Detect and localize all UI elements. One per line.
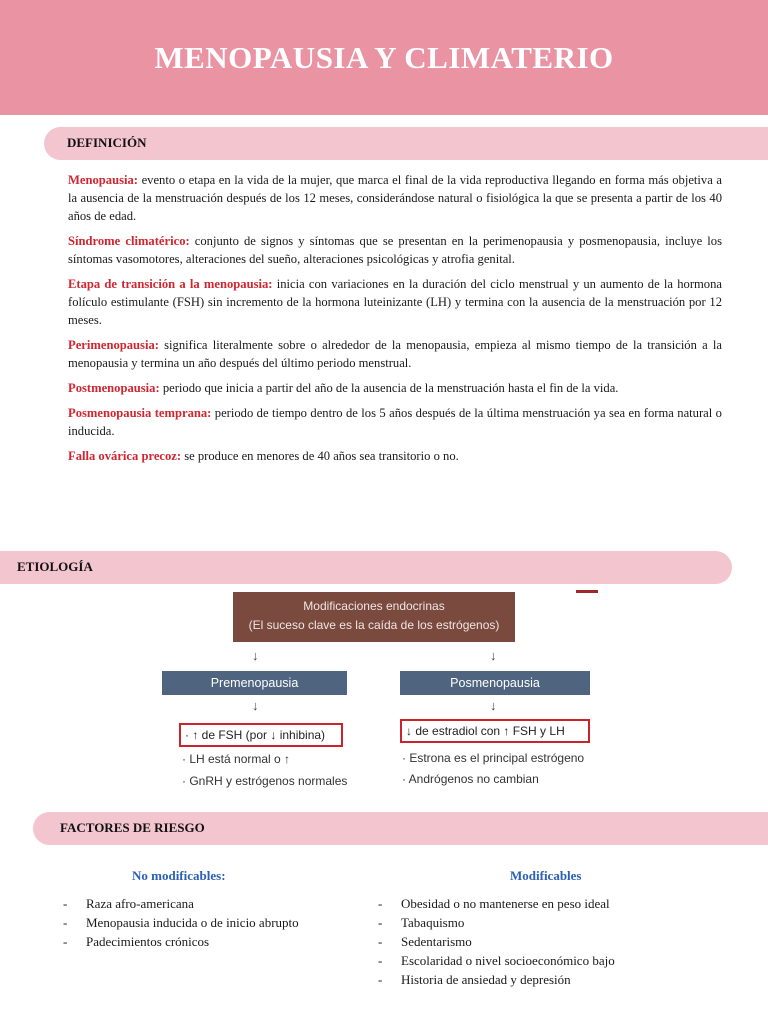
diagram-top-box: [233, 592, 515, 642]
definition-item: [68, 379, 722, 397]
list-item: - Sedentarismo: [378, 932, 615, 951]
diagram-phase-posmenopausia: Posmenopausia: [400, 671, 590, 695]
definition-text: significa literalmente sobre o alrededor de la menopausia, empieza al mismo tiempo de la transición a la menopausia y termina un año después del último periodo menstrual.: [68, 338, 722, 370]
definition-term: Posmenopausia temprana:: [68, 406, 212, 420]
section-band-definicion: [44, 127, 768, 160]
risk-non-modifiable-title: No modificables:: [132, 868, 226, 883]
definition-term: Menopausia:: [68, 173, 138, 187]
risk-modifiable-title: Modificables: [510, 868, 582, 883]
definition-term: Etapa de transición a la menopausia:: [68, 277, 273, 291]
diagram-highlight-right: ↓ de estradiol con ↑ FSH y LH: [400, 719, 590, 743]
header-banner: [0, 0, 768, 115]
definitions-block: [68, 171, 722, 472]
list-item: - Tabaquismo: [378, 913, 615, 932]
section-title-etiologia: ETIOLOGÍA: [17, 559, 93, 574]
definition-text: periodo que inicia a partir del año de la ausencia de la menstruación hasta el fin de la vida.: [159, 381, 619, 395]
arrow-down-icon: ↓: [252, 698, 259, 713]
list-item: - Obesidad o no mantenerse en peso ideal: [378, 894, 615, 913]
diagram-top-line1: Modificaciones endocrinas: [303, 599, 445, 613]
section-title-factores: FACTORES DE RIESGO: [60, 820, 205, 835]
list-item: - Escolaridad o nivel socioeconómico bajo: [378, 951, 615, 970]
list-item: - Menopausia inducida o de inicio abrupto: [63, 913, 299, 932]
definition-text: inicia con variaciones en la duración del ciclo menstrual y un aumento de la hormona folículo estimulante (FSH) sin incremento de la hormona luteinizante (LH) y termina con la ausencia de la menstruación por 12 meses.: [68, 277, 722, 327]
risk-modifiable-list: [378, 894, 615, 989]
definition-item: [68, 275, 722, 329]
list-item: - Raza afro-americana: [63, 894, 299, 913]
etiology-diagram: [155, 586, 600, 792]
definition-item: [68, 336, 722, 372]
definition-item: [68, 447, 722, 465]
diagram-highlight-left: · ↑ de FSH (por ↓ inhibina): [179, 723, 343, 747]
arrow-down-icon: ↓: [490, 698, 497, 713]
diagram-top-line2: (El suceso clave es la caída de los estrógenos): [248, 618, 500, 632]
definition-term: Síndrome climatérico:: [68, 234, 190, 248]
definition-item: [68, 404, 722, 440]
diagram-phase-premenopausia: Premenopausia: [162, 671, 347, 695]
page-title: MENOPAUSIA Y CLIMATERIO: [154, 40, 614, 75]
section-band-factores: [33, 812, 768, 845]
diagram-left-item: · LH está normal o ↑: [182, 752, 291, 766]
section-title-definicion: DEFINICIÓN: [67, 135, 147, 150]
definition-text: evento o etapa en la vida de la mujer, que marca el final de la vida reproductiva llegando en forma más objetiva a la ausencia de la menstruación después de los 12 meses, considerándose natural o fisiológica la que se presenta a partir de los 40 años de edad.: [68, 173, 722, 223]
list-item: - Padecimientos crónicos: [63, 932, 299, 951]
definition-term: Falla ovárica precoz:: [68, 449, 182, 463]
definition-term: Perimenopausia:: [68, 338, 159, 352]
risk-non-modifiable-list: [63, 894, 299, 951]
diagram-left-item: · GnRH y estrógenos normales: [182, 774, 348, 788]
definition-text: periodo de tiempo dentro de los 5 años después de la última menstruación ya sea en forma natural o inducida.: [68, 406, 722, 438]
definition-text: se produce en menores de 40 años sea transitorio o no.: [181, 449, 459, 463]
list-item: - Historia de ansiedad y depresión: [378, 970, 615, 989]
definition-item: [68, 171, 722, 225]
decorative-mark: [576, 590, 598, 593]
diagram-right-item: · Estrona es el principal estrógeno: [402, 751, 585, 765]
definition-text: conjunto de signos y síntomas que se presentan en la perimenopausia y posmenopausia, incluye los síntomas vasomotores, alteraciones del sueño, alteraciones psicológicas y atrofia genital.: [68, 234, 722, 266]
definition-term: Postmenopausia:: [68, 381, 160, 395]
definition-item: [68, 232, 722, 268]
arrow-down-icon: ↓: [490, 648, 497, 663]
section-band-etiologia: [0, 551, 732, 584]
diagram-right-item: · Andrógenos no cambian: [402, 772, 539, 786]
arrow-down-icon: ↓: [252, 648, 259, 663]
